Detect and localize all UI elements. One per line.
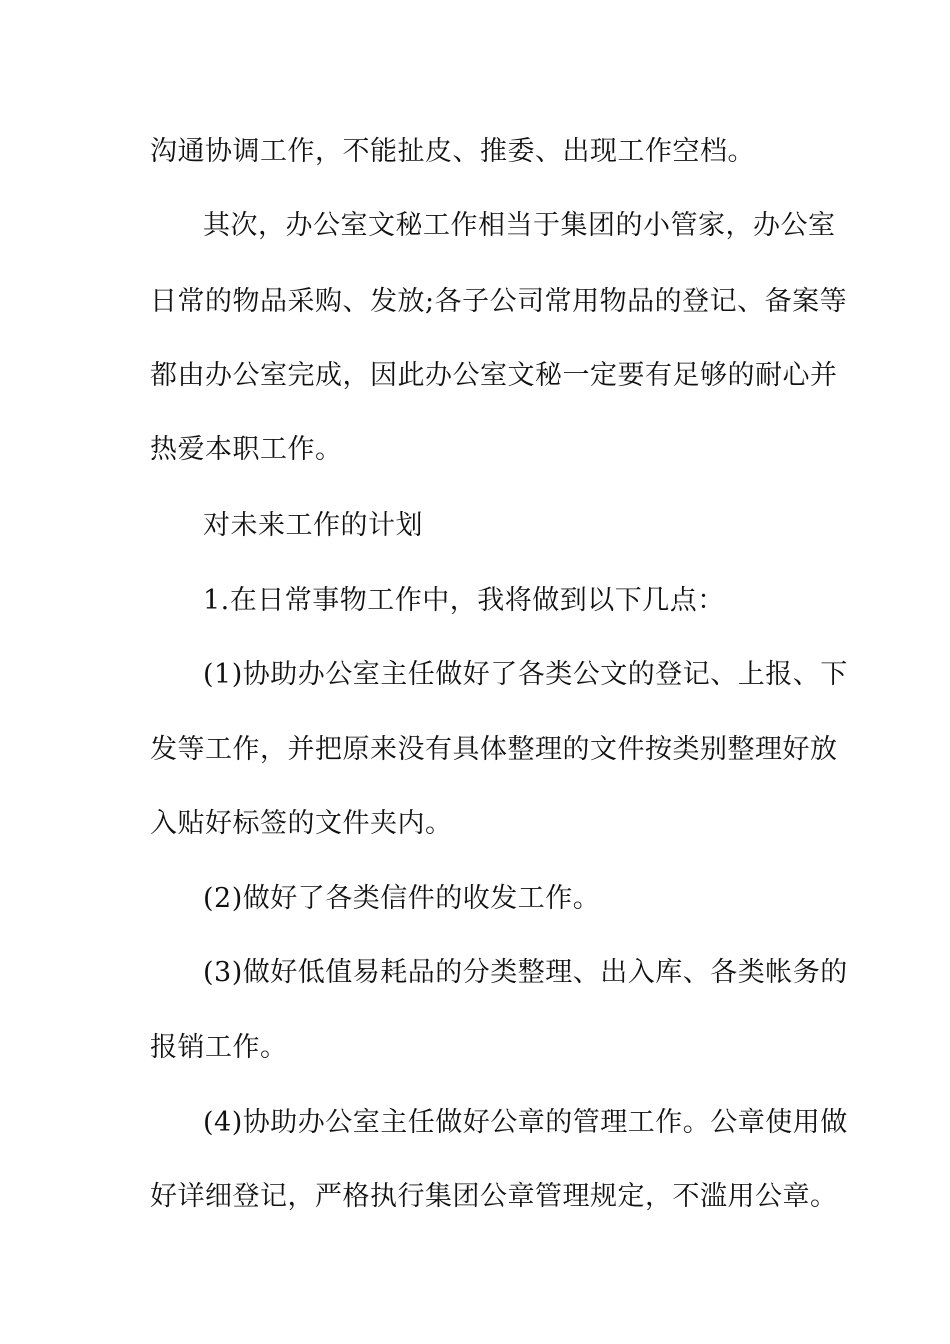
list-item-1-line-2: 发等工作，并把原来没有具体整理的文件按类别整理好放: [150, 734, 838, 765]
list-item-4-line-2: 好详细登记，严格执行集团公章管理规定，不滥用公章。: [150, 1181, 838, 1212]
list-item-intro: 1.在日常事物工作中，我将做到以下几点：: [203, 585, 725, 616]
list-item-3-line-2: 报销工作。: [150, 1032, 288, 1063]
paragraph-line-4: 都由办公室完成，因此办公室文秘一定要有足够的耐心并: [150, 360, 838, 391]
paragraph-line-2: 其次，办公室文秘工作相当于集团的小管家，办公室: [203, 210, 836, 241]
section-heading: 对未来工作的计划: [203, 510, 423, 541]
list-item-1-line-3: 入贴好标签的文件夹内。: [150, 808, 453, 839]
paragraph-line-5: 热爱本职工作。: [150, 434, 343, 465]
list-item-4-line-1: (4)协助办公室主任做好公章的管理工作。公章使用做: [203, 1107, 848, 1138]
paragraph-line-3: 日常的物品采购、发放;各子公司常用物品的登记、备案等: [150, 286, 848, 317]
list-item-2: (2)做好了各类信件的收发工作。: [203, 883, 601, 914]
list-item-1-line-1: (1)协助办公室主任做好了各类公文的登记、上报、下: [203, 659, 848, 690]
paragraph-line-1: 沟通协调工作，不能扯皮、推委、出现工作空档。: [150, 136, 755, 167]
list-item-3-line-1: (3)做好低值易耗品的分类整理、出入库、各类帐务的: [203, 957, 848, 988]
